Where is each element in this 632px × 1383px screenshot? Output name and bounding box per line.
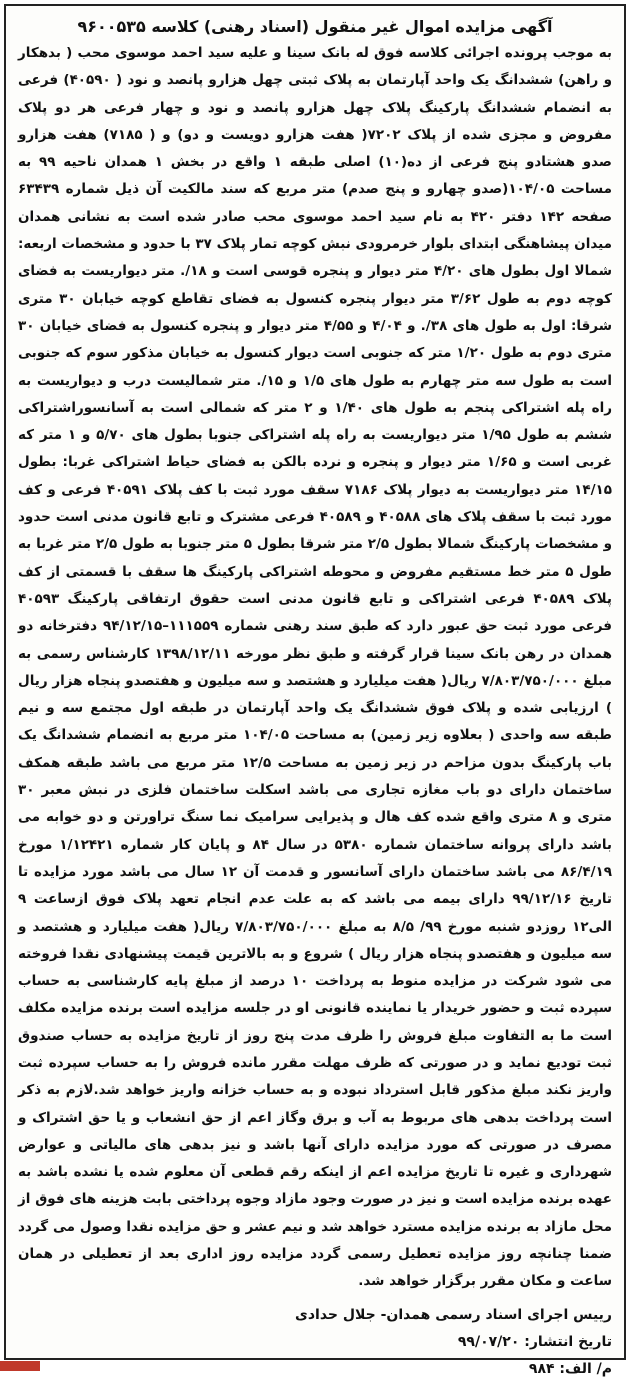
notice-body: به موجب پرونده اجرائی کلاسه فوق له بانک سینا و علیه سید احمد موسوی محب ( بدهکار و راهن) ششدانگ یک واحد آپارتمان به پلاک ثبتی چهل هزارو پانصد و نود ( ۴۰۵۹۰) فرعی به انضمام ششدانگ پارکینگ پلاک چهل هزارو پانصد و نود و چهار فرعی هر دو پلاک مفروض و مجزی شده از پلاک ۷۲۰۲( هفت هزارو دویست و دو) و ( ۷۱۸۵) هفت هزارو صدو هشتادو پنج فرعی از ده(۱۰) اصلی طبقه ۱ واقع در بخش ۱ همدان ناحیه ۹۹ به مساحت ۱۰۴/۰۵(صدو چهارو و پنج صدم) متر مربع که سند مالکیت آن ذیل شماره ۶۳۴۳۹ صفحه ۱۴۲ دفتر ۴۲۰ به نام سید احمد موسوی محب صادر شده است به نشانی همدان میدان پیشاهنگی ابتدای بلوار خرمرودی نبش کوچه تمار پلاک ۳۷ با حدود و مشخصات اربعه: شمالا اول بطول های ۴/۲۰ متر دیوار و پنجره قوسی است و ۱۸/. متر دیواریست به فضای کوچه دوم به طول ۳/۶۲ متر دیوار پنجره کنسول به فضای تقاطع کوچه خیابان ۳۰ متری شرقا: اول به طول های ۳۸/. و ۴/۰۴ و ۴/۵۵ متر دیوار و پنجره کنسول به فضای خیابان ۳۰ متری دوم به طول ۱/۲۰ متر که جنوبی است دیوار کنسول به خیابان مذکور سوم که جنوبی است به طول سه متر چهارم به طول های ۱/۵ و ۱۵/. متر شمالیست درب و دیواریست به راه پله اشتراکی پنجم به طول های ۱/۴۰ و ۲ متر که شمالی است به آسانسوراشتراکی ششم به طول ۱/۹۵ متر دیواریست به راه پله اشتراکی جنوبا بطول های ۵/۷۰ و ۱ متر که غربی است و ۱/۶۵ متر دیوار و پنجره و نرده بالکن به فضای حیاط اشتراکی غربا: بطول ۱۴/۱۵ متر دیواریست به دیوار پلاک ۷۱۸۶ سقف مورد ثبت با کف پلاک ۴۰۵۹۱ فرعی و کف مورد ثبت با سقف پلاک های ۴۰۵۸۸ و ۴۰۵۸۹ فرعی مشترک و تابع قانون مدنی است حدود و مشخصات پارکینگ شمالا بطول ۲/۵ متر شرقا بطول ۵ متر جنوبا به طول ۲/۵ متر غربا به طول ۵ متر خط مستقیم مفروض و محوطه اشتراکی پارکینگ ها سقف با قسمتی از کف پلاک ۴۰۵۸۹ فرعی اشتراکی و تابع قانون مدنی است حقوق ارتفاقی پارکینگ ۴۰۵۹۳ فرعی مورد ثبت حق عبور دارد که طبق سند رهنی شماره ۱۱۱۵۵۹–۹۴/۱۲/۱۵ دفترخانه دو همدان در رهن بانک سینا قرار گرفته و طبق نظر مورخه ۱۳۹۸/۱۲/۱۱ کارشناس رسمی به مبلغ ۷/۸۰۳/۷۵۰/۰۰۰ ریال( هفت میلیارد و هشتصد و سه میلیون و هفتصدو پنجاه هزار ریال ) ارزیابی شده و پلاک فوق ششدانگ یک واحد آپارتمان در طبقه اول مجتمع سه و نیم طبقه سه واحدی ( بعلاوه زیر زمین) به مساحت ۱۰۴/۰۵ متر مربع به انضمام ششدانگ یک باب پارکینگ بدون مزاحم در زیر زمین به مساحت ۱۲/۵ متر مربع می باشد طبقه همکف ساختمان دارای دو باب مغازه تجاری می باشد اسکلت ساختمان فلزی در نبش معبر ۳۰ متری و ۸ متری واقع شده کف هال و پذیرایی سرامیک نما سنگ تراورتن و دو خوابه می باشد دارای پروانه ساختمان شماره ۵۳۸۰ در سال ۸۴ و پایان کار شماره ۱/۱۲۴۲۱ مورخ ۸۶/۴/۱۹ می باشد ساختمان دارای آسانسور و قدمت آن ۱۲ سال می باشد مورد مزایده تا تاریخ ۹۹/۱۲/۱۶ دارای بیمه می باشد که به علت عدم انجام تعهد پلاک فوق ازساعت ۹ الی۱۲ روزدو شنبه مورخ ۹۹/ ۸/۵ به مبلغ ۷/۸۰۳/۷۵۰/۰۰۰ ریال( هفت میلیارد و هشتصد و سه میلیون و هفتصدو پنجاه هزار ریال ) شروع و به بالاترین قیمت پیشنهادی نقدا فروخته می شود شرکت در مزایده منوط به پرداخت ۱۰ درصد از مبلغ پایه کارشناسی به حساب سپرده ثبت و حضور خریدار یا نماینده قانونی او در جلسه مزایده است برنده مزایده مکلف است ما به التفاوت مبلغ فروش را ظرف مدت پنج روز از تاریخ مزایده به حساب صندوق ثبت تودیع نماید و در صورتی که ظرف مهلت مقرر مانده فروش را به حساب سپرده ثبت واریز نکند مبلغ مذکور قابل استرداد نبوده و به حساب خزانه واریز خواهد شد.لازم به ذکر است پرداخت بدهی های مربوط به آب و برق وگاز اعم از حق انشعاب و یا حق اشتراک و مصرف در صورتی که مورد مزایده دارای آنها باشد و نیز بدهی های مالیاتی و عوارض شهرداری و غیره تا تاریخ مزایده اعم از اینکه رقم قطعی آن معلوم شده یا نشده باشد به عهده برنده مزایده است و نیز در صورت وجود مازاد وجوه پرداختی بابت هزینه های فوق از محل مازاد به برنده مزایده مسترد خواهد شد و نیم عشر و حق مزایده نقدا وصول می گردد ضمنا چنانچه روز مزایده تعطیل رسمی گردد مزایده روز اداری بعد از تعطیلی در همان ساعت و مکان مقرر برگزار خواهد شد. [18,40,612,1296]
publish-date: تاریخ انتشار: ۹۹/۰۷/۲۰ [18,1329,612,1356]
notice-title: آگهی مزایده اموال غیر منقول (اسناد رهنی) کلاسه ۹۶۰۰۵۳۵ [18,16,612,38]
auction-notice [4,4,626,1360]
bottom-edge-mark [0,1361,40,1371]
reference-number: م/ الف: ۹۸۴ [18,1356,612,1383]
signature-line: رییس اجرای اسناد رسمی همدان- جلال حدادی [18,1302,612,1329]
